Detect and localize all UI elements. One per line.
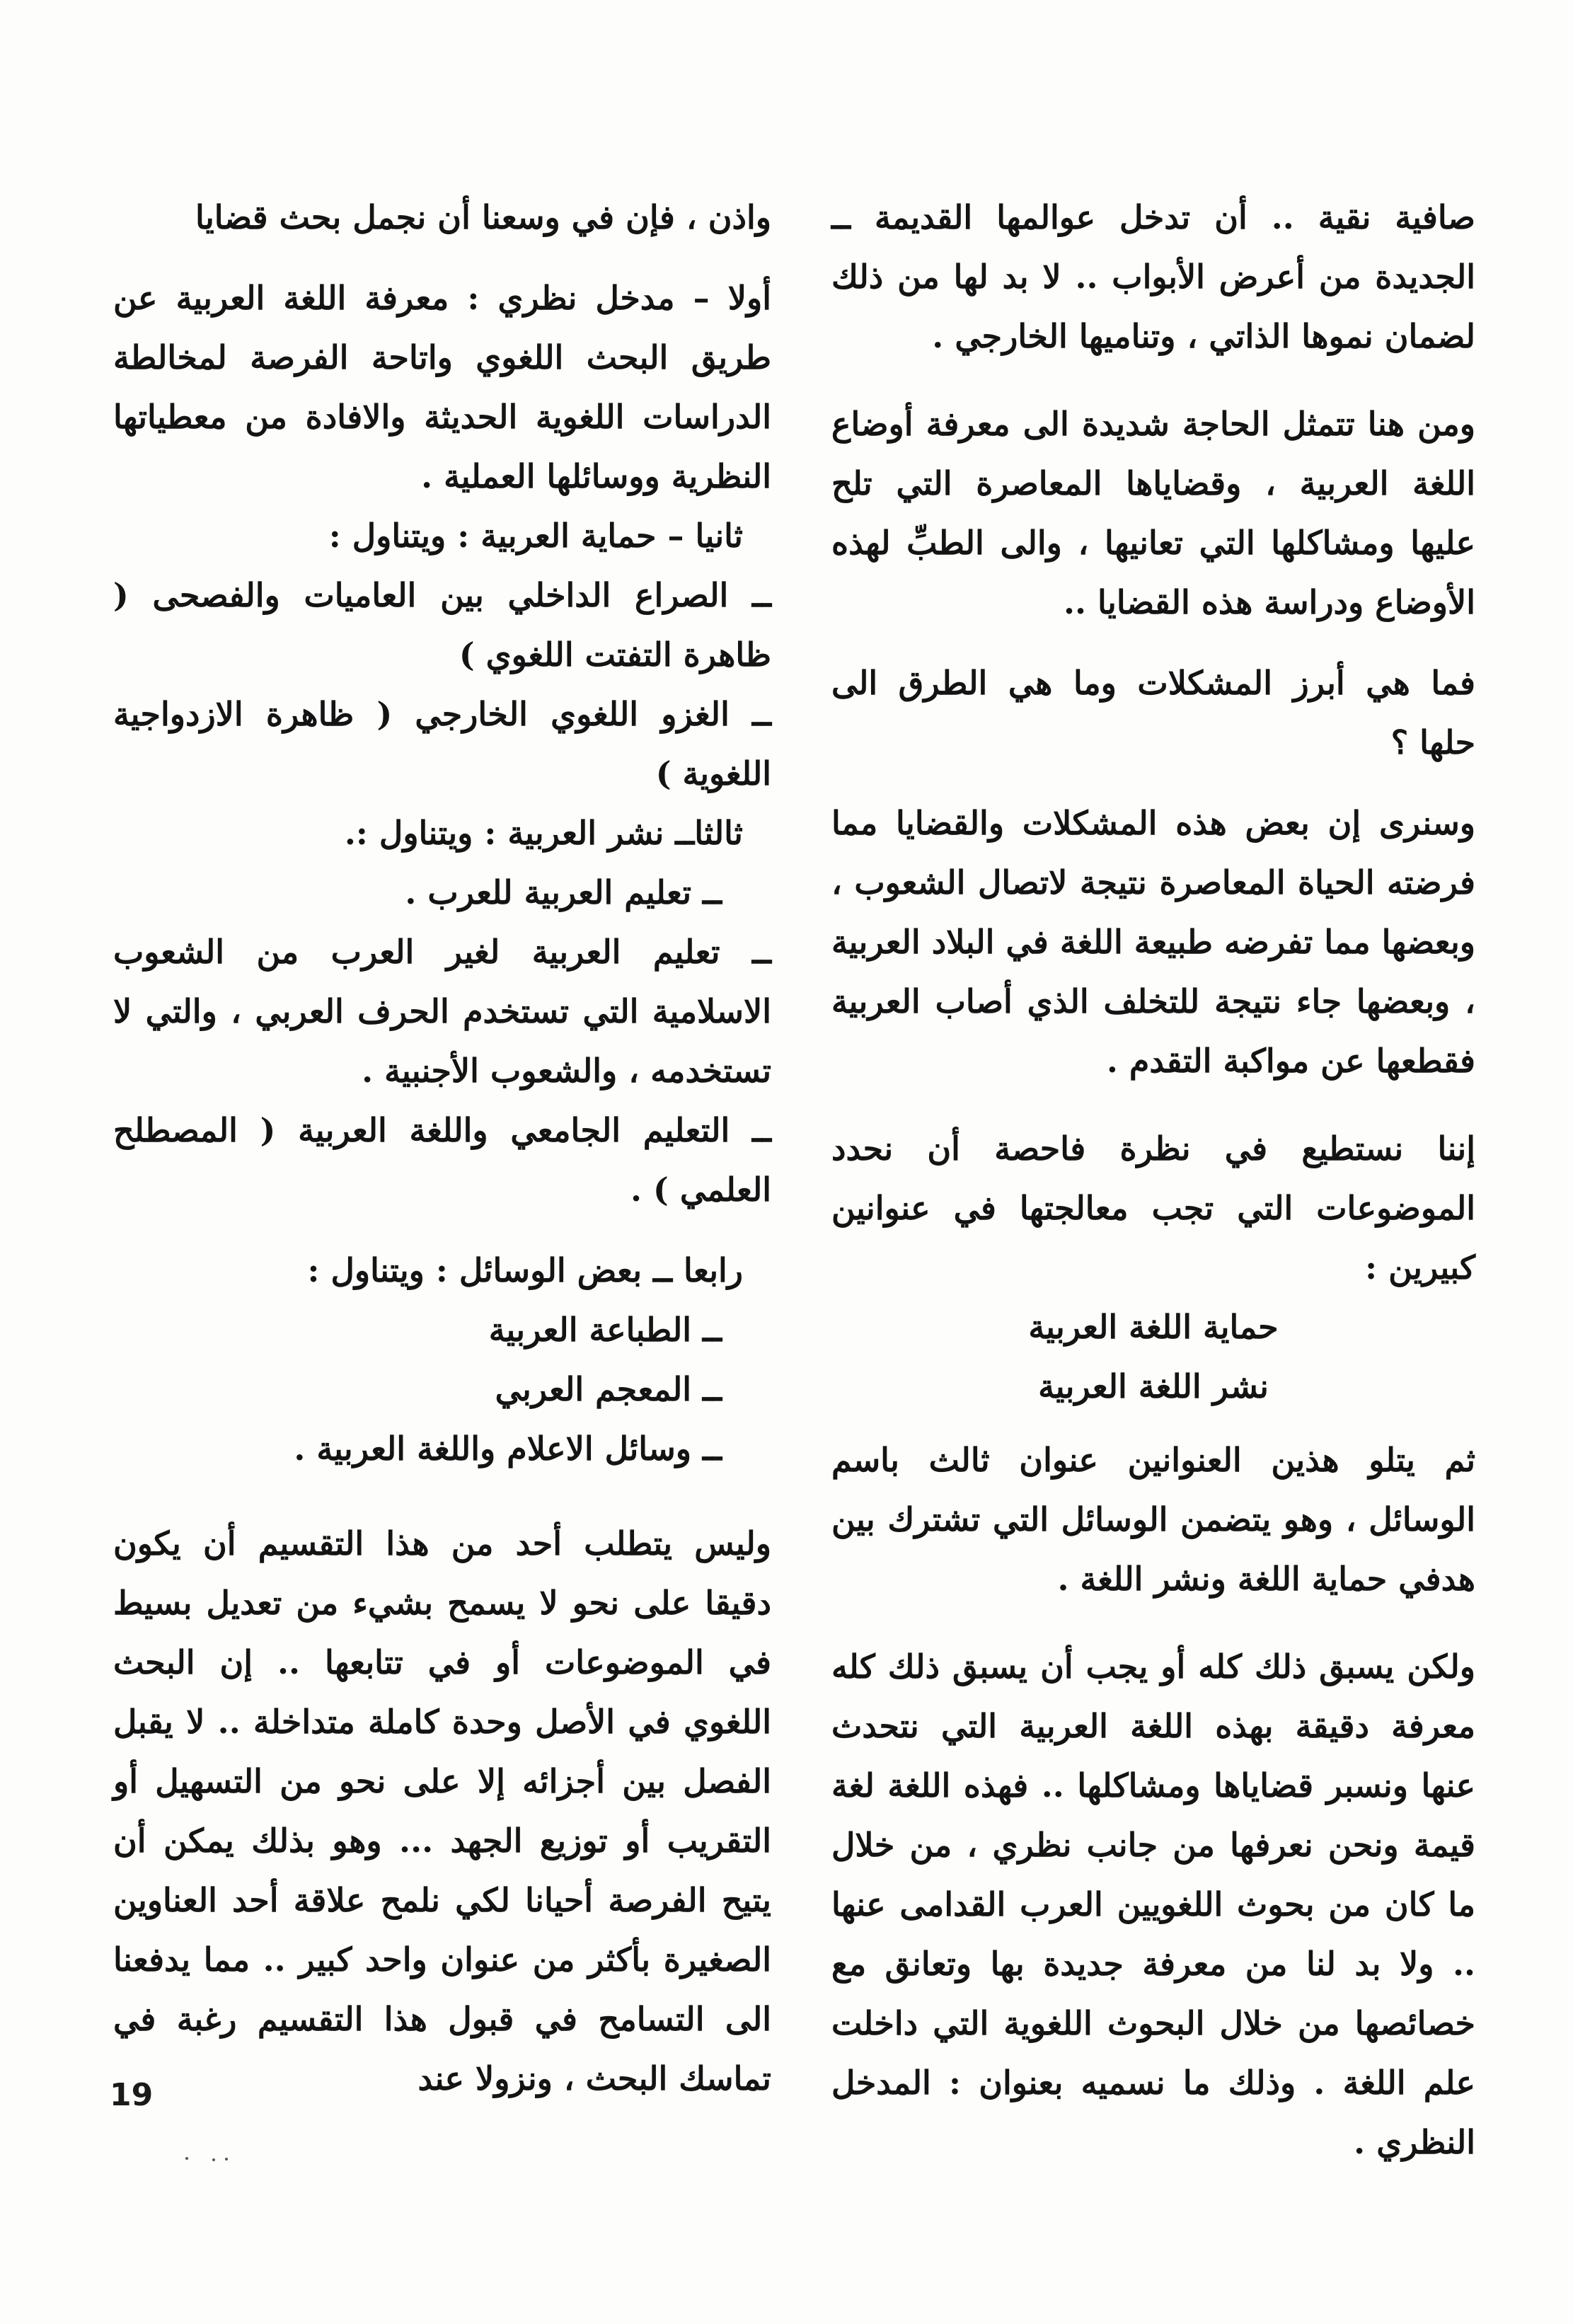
scan-speck <box>225 2158 228 2161</box>
list-item: ــ التعليم الجامعي واللغة العربية ( المصطلح العلمي ) . <box>113 1111 771 1209</box>
paragraph: ثم يتلو هذين العنوانين عنوان ثالث باسم الوسائل ، وهو يتضمن الوسائل التي تشترك بين هدفي حماية اللغة ونشر اللغة . <box>831 1441 1475 1598</box>
outline-list <box>113 565 771 803</box>
paragraph: وسنرى إن بعض هذه المشكلات والقضايا مما فرضته الحياة المعاصرة نتيجة لاتصال الشعوب ، وبعضها مما تفرضه طبيعة اللغة في البلاد العربية ، وبعضها جاء نتيجة للتخلف الذي أصاب العربية فقطعها عن مواكبة التقدم . <box>831 804 1475 1080</box>
list-item: ــ تعليم العربية للعرب . <box>405 873 722 911</box>
outline-heading: ثالثاــ نشر العربية : ويتناول :. <box>344 814 743 852</box>
outline-heading: رابعا ــ بعض الوسائل : ويتناول : <box>307 1251 743 1289</box>
list-item: ــ وسائل الاعلام واللغة العربية . <box>294 1430 722 1468</box>
list-item: ــ الغزو اللغوي الخارجي ( ظاهرة الازدواجية اللغوية ) <box>113 695 771 793</box>
outline-list <box>113 863 771 1219</box>
paragraph: صافية نقية .. أن تدخل عوالمها القديمة ــ الجديدة من أعرض الأبواب .. لا بد لها من ذلك لضمان نموها الذاتي ، وتناميها الخارجي . <box>831 198 1475 355</box>
scan-speck <box>185 2157 188 2160</box>
outline-first: أولا – مدخل نظري : معرفة اللغة العربية عن طريق البحث اللغوي واتاحة الفرصة لمخالطة الدراسات اللغوية الحديثة والافادة من معطياتها النظرية ووسائلها العملية . <box>113 279 771 495</box>
paragraph: فما هي أبرز المشكلات وما هي الطرق الى حلها ؟ <box>831 664 1475 761</box>
outline-heading: ثانيا – حماية العربية : ويتناول : <box>328 517 743 555</box>
section-title: حماية اللغة العربية <box>1028 1308 1279 1346</box>
list-item: ــ المعجم العربي <box>495 1370 722 1408</box>
paragraph: ومن هنا تتمثل الحاجة شديدة الى معرفة أوضاع اللغة العربية ، وقضاياها المعاصرة التي تلح عليها ومشاكلها التي تعانيها ، والى الطبِّ لهذه الأوضاع ودراسة هذه القضايا .. <box>831 405 1475 621</box>
list-item: ــ الصراع الداخلي بين العاميات والفصحى ( ظاهرة التفتت اللغوي ) <box>113 576 771 674</box>
left-column <box>113 188 771 2129</box>
page-number: 19 <box>110 2077 154 2113</box>
paragraph: واذن ، فإن في وسعنا أن نجمل بحث قضايا <box>195 198 771 236</box>
paragraph: وليس يتطلب أحد من هذا التقسيم أن يكون دقيقا على نحو لا يسمح بشيء من تعديل بسيط في الموضوعات أو في تتابعها .. إن البحث اللغوي في الأصل وحدة كاملة متداخلة .. لا يقبل الفصل بين أجزائه إلا على نحو من التسهيل أو التقريب أو توزيع الجهد ... وهو بذلك يمكن أن يتيح الفرصة أحيانا لكي نلمح علاقة أحد العناوين الصغيرة بأكثر من عنوان واحد كبير .. مما يدفعنا الى التسامح في قبول هذا التقسيم رغبة في تماسك البحث ، ونزولا عند <box>113 1524 771 2098</box>
list-item: ــ تعليم العربية لغير العرب من الشعوب الاسلامية التي تستخدم الحرف العربي ، والتي لا تستخدمه ، والشعوب الأجنبية . <box>113 933 771 1090</box>
paragraph: ولكن يسبق ذلك كله أو يجب أن يسبق ذلك كله معرفة دقيقة بهذه اللغة العربية التي نتحدث عنها ونسبر قضاياها ومشاكلها .. فهذه اللغة لغة قيمة ونحن نعرفها من جانب نظري ، من خلال ما كان من بحوث اللغويين العرب القدامى عنها .. ولا بد لنا من معرفة جديدة بها وتعانق مع خصائصها من خلال البحوث اللغوية التي داخلت علم اللغة . وذلك ما نسميه بعنوان : المدخل النظري . <box>831 1647 1475 2161</box>
paragraph: إننا نستطيع في نظرة فاحصة أن نحدد الموضوعات التي تجب معالجتها في عنوانين كبيرين : <box>831 1129 1475 1287</box>
outline-list <box>113 1300 771 1478</box>
section-title: نشر اللغة العربية <box>1038 1367 1269 1405</box>
scan-speck <box>212 2158 215 2161</box>
list-item: ــ الطباعة العربية <box>488 1311 722 1349</box>
right-column <box>831 188 1475 2193</box>
